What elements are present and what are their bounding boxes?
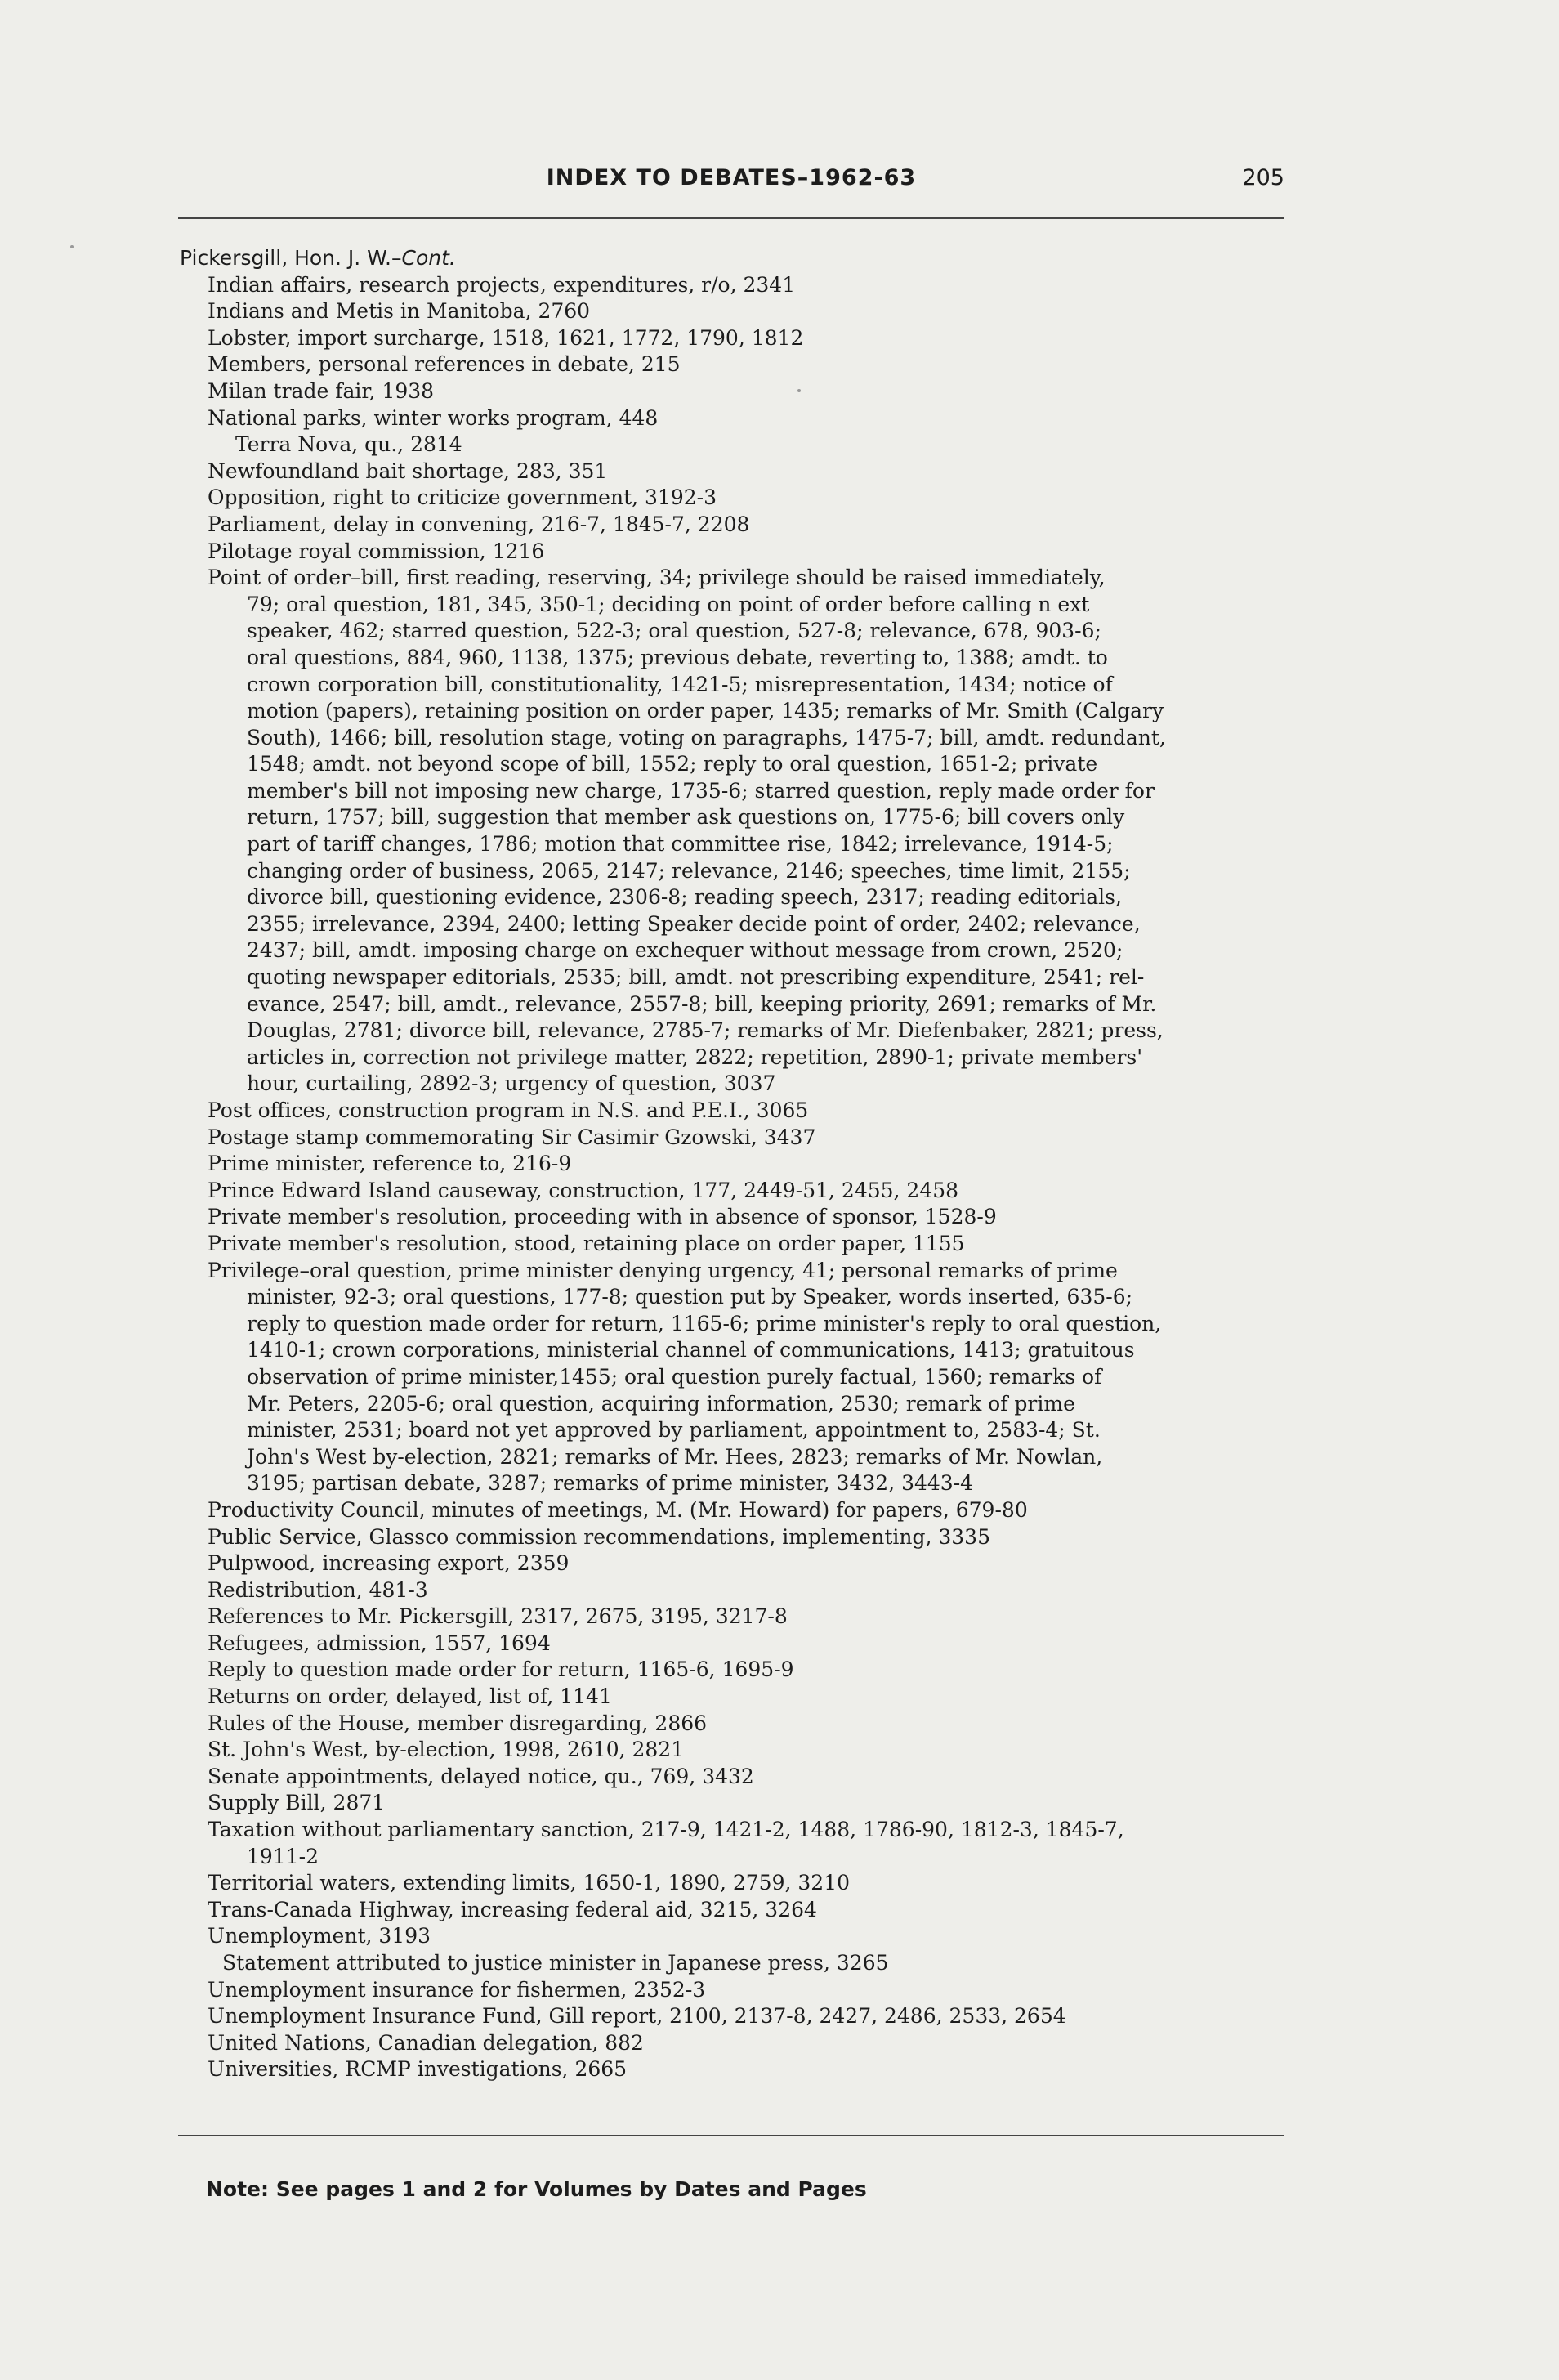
- index-entry-line: 79; oral question, 181, 345, 350-1; deciding on point of order before calling n ext: [247, 592, 1090, 616]
- index-entry: Pilotage royal commission, 1216: [208, 539, 545, 563]
- index-entry: National parks, winter works program, 448: [208, 405, 659, 430]
- heading-cont: Cont.: [401, 246, 456, 270]
- index-entry: Supply Bill, 2871: [208, 1791, 386, 1815]
- page-number: 205: [1242, 165, 1284, 190]
- index-entry: Indian affairs, research projects, expenditures, r/o, 2341: [208, 272, 796, 297]
- index-entry-line: 1548; amdt. not beyond scope of bill, 1552; reply to oral question, 1651-2; private: [247, 752, 1098, 776]
- index-entry: Public Service, Glassco commission recommendations, implementing, 3335: [208, 1524, 990, 1549]
- running-title: INDEX TO DEBATES–1962-63: [546, 165, 917, 190]
- index-body: [180, 245, 1324, 2083]
- index-entry: Opposition, right to criticize government, 3192-3: [208, 485, 717, 510]
- index-entry: Unemployment Insurance Fund, Gill report, 2100, 2137-8, 2427, 2486, 2533, 2654: [208, 2004, 1066, 2029]
- index-entry-line: oral questions, 884, 960, 1138, 1375; previous debate, reverting to, 1388; amdt. to: [247, 645, 1108, 669]
- index-entry: Milan trade fair, 1938: [208, 378, 435, 403]
- index-entry-line: 3195; partisan debate, 3287; remarks of prime minister, 3432, 3443-4: [247, 1471, 974, 1496]
- index-entry: Unemployment insurance for fishermen, 2352-3: [208, 1977, 706, 2002]
- index-entry: Redistribution, 481-3: [208, 1577, 428, 1602]
- index-entry-line: speaker, 462; starred question, 522-3; oral question, 527-8; relevance, 678, 903-6;: [247, 619, 1101, 643]
- index-entry-line: reply to question made order for return, 1165-6; prime minister's reply to oral question,: [247, 1311, 1162, 1335]
- index-entry-line: member's bill not imposing new charge, 1735-6; starred question, reply made order for: [247, 778, 1155, 803]
- index-entry-line: 1911-2: [247, 1844, 319, 1868]
- scan-speck: [70, 245, 74, 248]
- header-rule: [178, 217, 1284, 219]
- heading-name: Pickersgill, Hon. J. W.–: [180, 246, 402, 270]
- index-entry: Rules of the House, member disregarding, 2866: [208, 1711, 708, 1735]
- index-entry: [180, 1258, 1324, 1497]
- index-entry-line: hour, curtailing, 2892-3; urgency of question, 3037: [247, 1071, 776, 1096]
- index-entry-line: Douglas, 2781; divorce bill, relevance, 2785-7; remarks of Mr. Diefenbaker, 2821; press,: [247, 1018, 1164, 1043]
- index-entry: Newfoundland bait shortage, 283, 351: [208, 459, 608, 483]
- index-entry: Members, personal references in debate, 215: [208, 352, 681, 377]
- index-entry-line: Mr. Peters, 2205-6; oral question, acquiring information, 2530; remark of prime: [247, 1391, 1075, 1416]
- index-entry: Pulpwood, increasing export, 2359: [208, 1551, 570, 1576]
- index-entry-line: minister, 2531; board not yet approved by parliament, appointment to, 2583-4; St.: [247, 1418, 1101, 1443]
- index-entry-line: John's West by-election, 2821; remarks of Mr. Hees, 2823; remarks of Mr. Nowlan,: [247, 1444, 1103, 1469]
- index-entry: [180, 1817, 1324, 1870]
- index-entry-line: motion (papers), retaining position on order paper, 1435; remarks of Mr. Smith (Calgary: [247, 699, 1164, 723]
- index-subentry: Statement attributed to justice minister in Japanese press, 3265: [222, 1951, 889, 1975]
- index-entry: St. John's West, by-election, 1998, 2610, 2821: [208, 1738, 685, 1762]
- index-entry: Returns on order, delayed, list of, 1141: [208, 1684, 612, 1709]
- scan-speck: [797, 389, 801, 392]
- index-entry-line: observation of prime minister,1455; oral question purely factual, 1560; remarks of: [247, 1364, 1102, 1389]
- index-entry-line: 2355; irrelevance, 2394, 2400; letting Speaker decide point of order, 2402; relevance,: [247, 911, 1141, 936]
- index-entry-line: articles in, correction not privilege matter, 2822; repetition, 2890-1; private members': [247, 1045, 1143, 1069]
- page-header: [178, 160, 1284, 201]
- index-entry-line: Point of order–bill, first reading, reserving, 34; privilege should be raised immediately,: [208, 566, 1106, 590]
- index-entry: Private member's resolution, proceeding with in absence of sponsor, 1528-9: [208, 1205, 997, 1229]
- index-entry: Productivity Council, minutes of meetings, M. (Mr. Howard) for papers, 679-80: [208, 1497, 1028, 1522]
- index-entry-line: South), 1466; bill, resolution stage, voting on paragraphs, 1475-7; bill, amdt. redundant,: [247, 725, 1166, 749]
- index-entry: Prince Edward Island causeway, construction, 177, 2449-51, 2455, 2458: [208, 1178, 959, 1202]
- index-entry: Refugees, admission, 1557, 1694: [208, 1631, 551, 1655]
- index-entry-line: crown corporation bill, constitutionality, 1421-5; misrepresentation, 1434; notice of: [247, 672, 1113, 696]
- footer-rule: [178, 2135, 1284, 2136]
- index-entry: Post offices, construction program in N.S. and P.E.I., 3065: [208, 1098, 809, 1122]
- index-entry: Senate appointments, delayed notice, qu., 769, 3432: [208, 1764, 754, 1788]
- footer-note: Note: See pages 1 and 2 for Volumes by Dates and Pages: [206, 2177, 867, 2201]
- index-entry: Private member's resolution, stood, retaining place on order paper, 1155: [208, 1231, 965, 1255]
- index-entry-line: 2437; bill, amdt. imposing charge on exchequer without message from crown, 2520;: [247, 938, 1123, 963]
- index-heading: [180, 245, 1324, 272]
- index-entry: Unemployment, 3193: [208, 1924, 431, 1948]
- index-entry-line: Taxation without parliamentary sanction, 217-9, 1421-2, 1488, 1786-90, 1812-3, 1845-7,: [208, 1818, 1124, 1842]
- index-entry-line: Privilege–oral question, prime minister denying urgency, 41; personal remarks of prime: [208, 1258, 1118, 1282]
- index-entry: [180, 565, 1324, 1098]
- index-entry: Territorial waters, extending limits, 1650-1, 1890, 2759, 3210: [208, 1871, 851, 1895]
- index-entry-line: divorce bill, questioning evidence, 2306-8; reading speech, 2317; reading editorials,: [247, 885, 1122, 910]
- index-entry-line: quoting newspaper editorials, 2535; bill, amdt. not prescribing expenditure, 2541; rel-: [247, 965, 1145, 990]
- index-subentry: Terra Nova, qu., 2814: [235, 432, 462, 457]
- index-entry-line: minister, 92-3; oral questions, 177-8; question put by Speaker, words inserted, 635-6;: [247, 1285, 1133, 1309]
- index-entry: Parliament, delay in convening, 216-7, 1845-7, 2208: [208, 512, 750, 536]
- index-entry: Universities, RCMP investigations, 2665: [208, 2057, 628, 2082]
- index-entry: References to Mr. Pickersgill, 2317, 2675, 3195, 3217-8: [208, 1604, 788, 1629]
- index-entry: Postage stamp commemorating Sir Casimir Gzowski, 3437: [208, 1125, 816, 1149]
- index-entry: Prime minister, reference to, 216-9: [208, 1152, 572, 1176]
- index-entry-line: evance, 2547; bill, amdt., relevance, 2557-8; bill, keeping priority, 2691; remarks of Mr.: [247, 991, 1157, 1016]
- index-entry: Reply to question made order for return, 1165-6, 1695-9: [208, 1658, 794, 1682]
- index-entry: Indians and Metis in Manitoba, 2760: [208, 299, 591, 324]
- index-entry: United Nations, Canadian delegation, 882: [208, 2030, 644, 2055]
- index-entry-line: changing order of business, 2065, 2147; relevance, 2146; speeches, time limit, 2155;: [247, 858, 1131, 883]
- index-entry: Trans-Canada Highway, increasing federal aid, 3215, 3264: [208, 1897, 817, 1921]
- index-entry: Lobster, import surcharge, 1518, 1621, 1772, 1790, 1812: [208, 325, 804, 350]
- index-entry-line: return, 1757; bill, suggestion that member ask questions on, 1775-6; bill covers only: [247, 805, 1125, 830]
- index-entry-line: part of tariff changes, 1786; motion that committee rise, 1842; irrelevance, 1914-5;: [247, 832, 1114, 857]
- index-entries: [180, 272, 1324, 2083]
- index-entry-line: 1410-1; crown corporations, ministerial channel of communications, 1413; gratuitous: [247, 1338, 1135, 1362]
